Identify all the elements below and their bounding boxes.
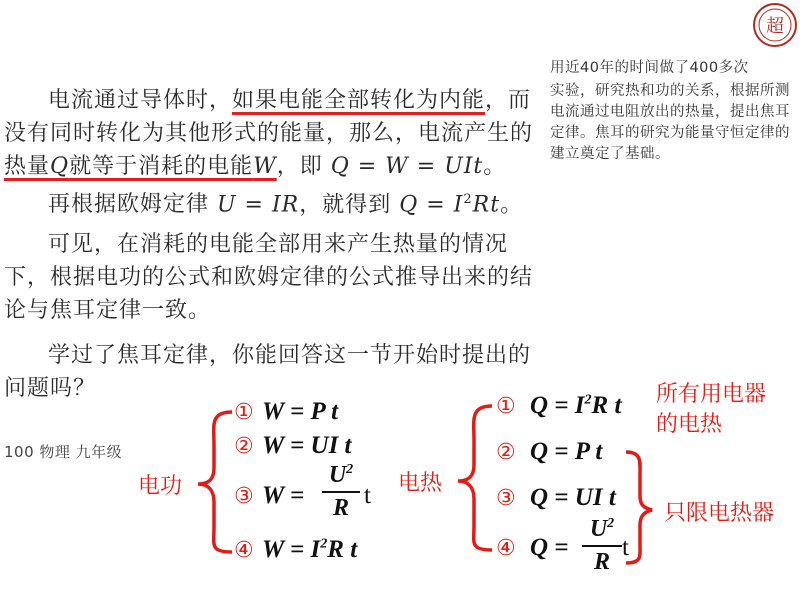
- heat-f4-num-sup: 2: [607, 516, 615, 531]
- p1-ie: ，即: [276, 154, 331, 179]
- p2-joule-eq-b: Rt: [472, 192, 501, 218]
- heat-f1-a: Q = I: [530, 392, 585, 419]
- sidebar-note: [550, 60, 800, 165]
- heat-formula-4-t: t: [622, 534, 629, 561]
- p1-underlined: 如果电能全部转化为内能: [232, 88, 486, 113]
- heater-bracket: [626, 452, 652, 563]
- paragraph-1: [4, 84, 534, 183]
- sidebar-partial-line: [550, 60, 800, 80]
- heat-f4-numerator: [590, 516, 614, 542]
- paragraph-2: [4, 183, 534, 221]
- heat-formula-4-left: Q =: [530, 534, 569, 561]
- p1-q-symbol: Q: [50, 154, 70, 179]
- sidebar-text: 实验，研究热和功的关系，根据所测电流通过电阻放出的热量，提出焦耳定律。焦耳的研究为能量守恒定律的建立奠定了基础。: [550, 83, 790, 162]
- work-formula-3-left: W =: [262, 482, 305, 509]
- work-f4-a: W = I: [262, 536, 321, 563]
- note-all-appliances: 所有用电器的电热: [656, 382, 767, 437]
- p1-heat-word: 热量: [4, 154, 51, 179]
- work-formula-3-fraction: [322, 462, 360, 522]
- p1-equal-text: 就等于消耗的电能: [69, 154, 254, 179]
- heat-marker-2: ②: [496, 440, 516, 465]
- p2-ohm-eq: U = IR: [217, 192, 300, 218]
- heat-formula-2: Q = P t: [530, 438, 603, 465]
- heat-f4-denominator: R: [593, 549, 610, 575]
- work-marker-3: ③: [234, 484, 254, 509]
- paragraph-3: 可见，在消耗的电能全部用来产生热量的情况下，根据电功的公式和欧姆定律的公式推导出来的结论与焦耳定律一致。: [4, 232, 534, 323]
- sidebar-partial-text: 用近40年的时间做了400多次: [550, 60, 749, 76]
- heat-marker-3: ③: [496, 486, 516, 511]
- work-f3-num-u: U: [328, 462, 347, 488]
- p1-lead: 电流通过导体时，: [48, 88, 233, 113]
- work-formula-4: [262, 536, 357, 564]
- work-f3-fraction-bar: [322, 491, 360, 493]
- work-f3-num-sup: 2: [346, 462, 354, 477]
- p2-sup: 2: [463, 192, 473, 207]
- p2-lead: 再根据欧姆定律: [48, 192, 217, 218]
- p1-end: 。: [483, 154, 507, 179]
- work-f4-b: R t: [327, 536, 358, 563]
- page-footer: 100 物理 九年级: [4, 443, 123, 461]
- work-marker-2: ②: [234, 434, 254, 459]
- work-formula-2: W = UI t: [262, 432, 352, 459]
- p2-end: 。: [500, 192, 524, 218]
- work-f4-sup: 2: [320, 536, 328, 552]
- electric-work-label: 电功: [138, 474, 183, 499]
- paragraph-4: 学过了焦耳定律，你能回答这一节开始时提出的问题吗？: [4, 343, 532, 401]
- p2-joule-eq-a: Q = I: [399, 192, 464, 218]
- heat-f1-sup: 2: [584, 392, 592, 408]
- work-marker-1: ①: [234, 400, 254, 425]
- work-marker-4: ④: [234, 538, 254, 563]
- p1-underlined-heat: [4, 154, 277, 179]
- seal-logo: [752, 2, 798, 48]
- work-formula-1: W = P t: [262, 398, 339, 425]
- heat-f4-num-u: U: [589, 516, 608, 542]
- electric-heat-label: 电热: [398, 471, 443, 496]
- heat-marker-4: ④: [496, 536, 516, 561]
- p1-equation: Q = W = UIt: [330, 154, 484, 179]
- heat-formula-3: Q = UI t: [530, 484, 616, 511]
- heat-formula-4-fraction: [582, 516, 622, 576]
- work-brace: [198, 412, 232, 552]
- note-heater-only: 只限电热器: [664, 501, 775, 526]
- work-f3-numerator: [329, 462, 353, 488]
- heat-brace: [458, 406, 492, 550]
- heat-f4-fraction-bar: [582, 545, 622, 547]
- heat-f1-b: R t: [591, 392, 622, 419]
- p1-w-symbol: W: [253, 154, 277, 179]
- p1-text: ，而没有同时转化为其他形式的能量，那么，电流产生的: [4, 88, 534, 146]
- heat-marker-1: ①: [496, 394, 516, 419]
- work-f3-denominator: R: [332, 495, 349, 521]
- svg-text:超: 超: [766, 16, 784, 37]
- p2-text: ，就得到: [299, 192, 400, 218]
- heat-formula-1: [530, 392, 621, 420]
- work-formula-3-t: t: [364, 482, 371, 509]
